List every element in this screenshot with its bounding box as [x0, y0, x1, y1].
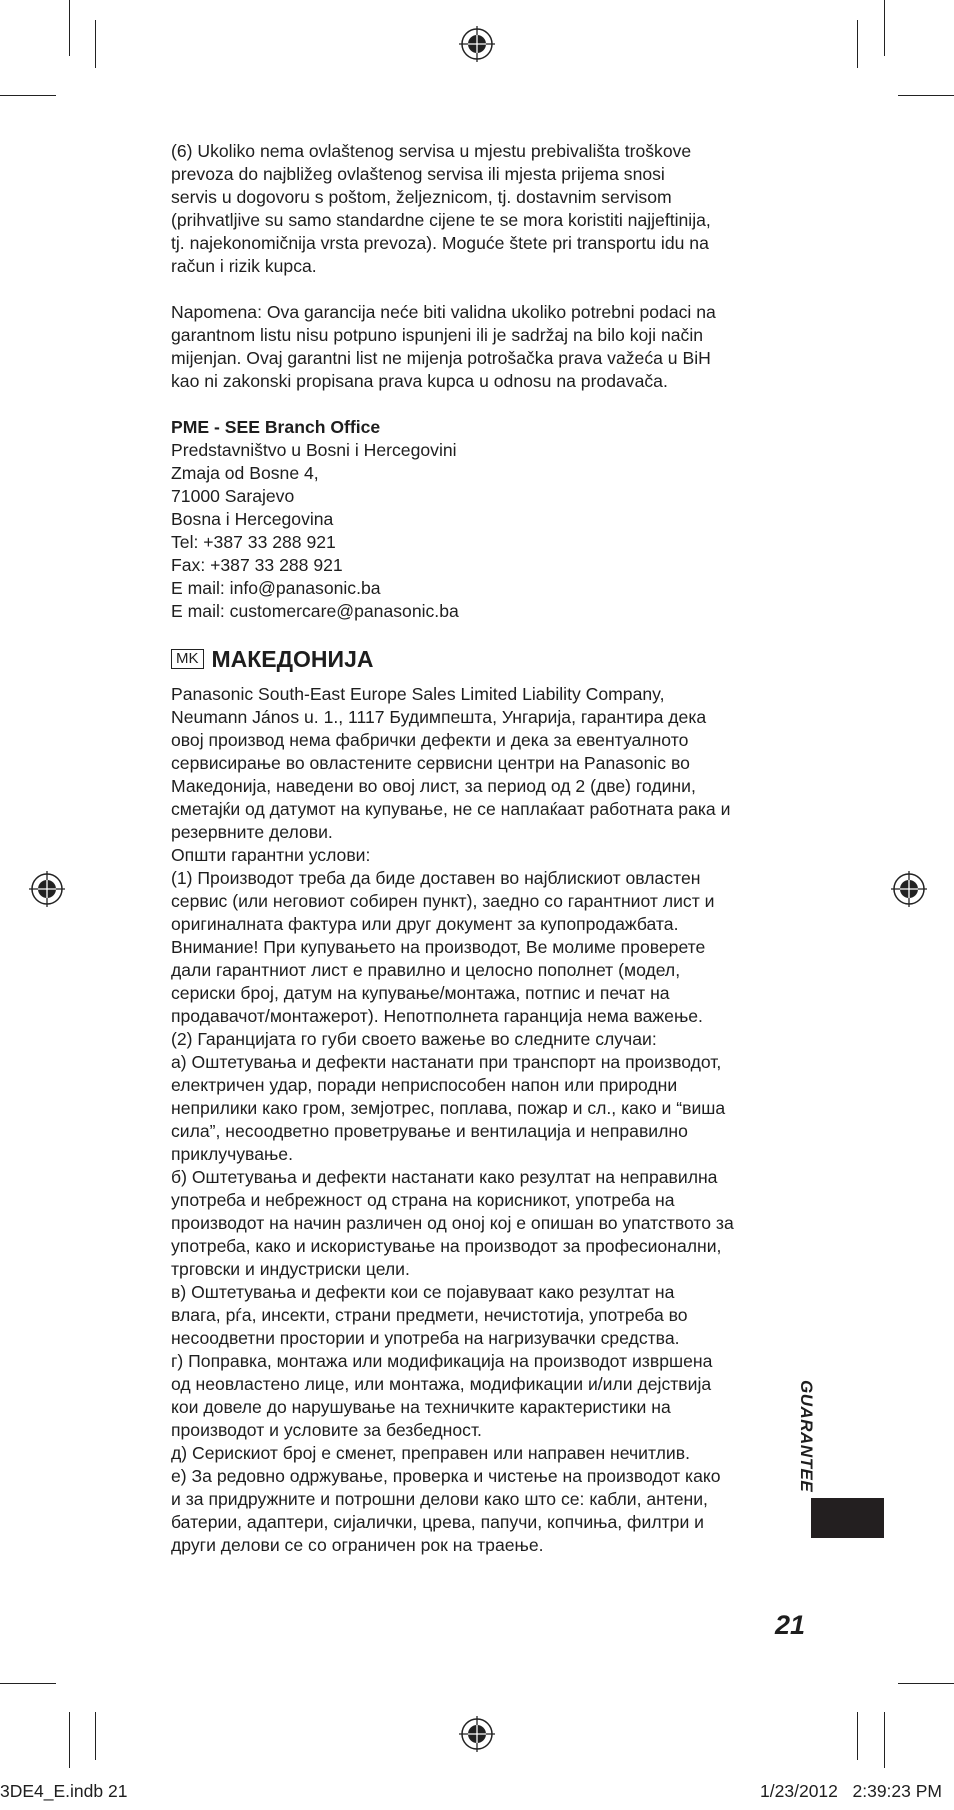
side-tab-marker	[811, 1498, 884, 1538]
text-line: (prihvatljive su samo standardne cijene te se mora koristiti najjeftinija,	[171, 210, 711, 230]
text-line: е) За редовно одржување, проверка и чистење на производот како	[171, 1466, 721, 1486]
text-line: prevoza do najbližeg ovlaštenog servisa ili mjesta prijema snosi	[171, 164, 665, 184]
crop-mark	[898, 1683, 954, 1684]
country-code-badge: MK	[171, 649, 204, 669]
crop-mark	[857, 20, 858, 68]
text-line: Napomena: Ova garancija neće biti validna ukoliko potrebni podaci na	[171, 302, 716, 322]
fax-line: Fax: +387 33 288 921	[171, 555, 343, 575]
text-line: Внимание! При купувањето на производот, Ве молиме проверете	[171, 937, 706, 957]
crop-mark	[898, 95, 954, 96]
text-line: Македонија, наведени во овој лист, за период од 2 (две) години,	[171, 776, 696, 796]
text-line: garantnom listu nisu potpuno ispunjeni ili je sadržaj na bilo koji način	[171, 325, 704, 345]
text-line: трговски и индустриски цели.	[171, 1259, 410, 1279]
crop-mark	[69, 0, 70, 56]
text-line: батерии, адаптери, сијалички, црева, папучи, копчиња, филтри и	[171, 1512, 704, 1532]
crop-mark	[857, 1712, 858, 1760]
text-line: други делови се со ограничен рок на траење.	[171, 1535, 544, 1555]
crop-mark	[0, 95, 56, 96]
text-line: (6) Ukoliko nema ovlaštenog servisa u mjestu prebivališta troškove	[171, 141, 692, 161]
text-line: Panasonic South-East Europe Sales Limited Liability Company,	[171, 684, 665, 704]
text-line: сметајќи од датумот на купување, не се наплаќаат работната рака и	[171, 799, 731, 819]
text-line: неприлики како гром, земјотрес, поплава, пожар и сл., како и “виша	[171, 1098, 726, 1118]
side-tab-text: GUARANTEE	[797, 1380, 816, 1493]
text-line: servis u dogovoru s poštom, željeznicom, tj. dostavnim servisom	[171, 187, 672, 207]
registration-target-icon	[889, 869, 929, 909]
crop-mark	[884, 0, 885, 56]
registration-target-icon	[27, 869, 67, 909]
crop-mark	[0, 1683, 56, 1684]
section-heading	[171, 645, 811, 673]
crop-mark	[69, 1712, 70, 1768]
note-paragraph	[171, 301, 811, 393]
text-line: електричен удар, поради неприспособен напон или природни	[171, 1075, 678, 1095]
document-body	[171, 140, 811, 1557]
text-line: Neumann János u. 1., 1117 Будимпешта, Унгарија, гарантира дека	[171, 707, 707, 727]
text-line: kao ni zakonski propisana prava kupca u odnosu na prodavača.	[171, 371, 668, 391]
text-line: сериски број, датум на купување/монтажа, потпис и печат на	[171, 983, 670, 1003]
text-line: од неовластено лице, или монтажа, модификации и/или дејствија	[171, 1374, 712, 1394]
office-address	[171, 416, 811, 623]
page-number: 21	[775, 1610, 806, 1640]
address-line: Zmaja od Bosne 4,	[171, 463, 319, 483]
crop-mark	[95, 1712, 96, 1760]
text-line: и за придружните и потрошни делови како што се: кабли, антени,	[171, 1489, 708, 1509]
registration-target-icon	[457, 1714, 497, 1754]
text-line: račun i rizik kupca.	[171, 256, 317, 276]
text-line: Општи гарантни услови:	[171, 845, 371, 865]
address-line: Predstavništvo u Bosni i Hercegovini	[171, 440, 457, 460]
text-line: г) Поправка, монтажа или модификација на производот извршена	[171, 1351, 713, 1371]
text-line: продавачот/монтажерот). Непотполнета гаранција нема важење.	[171, 1006, 703, 1026]
print-slug-file: 3DE4_E.indb 21	[0, 1781, 128, 1801]
crop-mark	[95, 20, 96, 68]
text-line: кои довеле до нарушување на техничките карактеристики на	[171, 1397, 671, 1417]
text-line: а) Оштетувања и дефекти настанати при транспорт на производот,	[171, 1052, 722, 1072]
text-line: mijenjan. Ovaj garantni list ne mijenja potrošačka prava važeća u BiH	[171, 348, 711, 368]
text-line: сила”, несоодветно проветрување и вентилација и неправилно	[171, 1121, 688, 1141]
text-line: б) Оштетувања и дефекти настанати како резултат на неправилна	[171, 1167, 718, 1187]
text-line: в) Оштетувања и дефекти кои се појавуваат како резултат на	[171, 1282, 675, 1302]
side-tab-label	[797, 1380, 848, 1500]
office-title: PME - SEE Branch Office	[171, 417, 381, 437]
email-line: E mail: customercare@panasonic.ba	[171, 601, 459, 621]
text-line: употреба и небрежност од страна на корисникот, употреба на	[171, 1190, 675, 1210]
text-line: влага, рѓа, инсекти, страни предмети, нечистотија, употреба во	[171, 1305, 688, 1325]
crop-mark	[884, 1712, 885, 1768]
text-line: производот и условите за безбедност.	[171, 1420, 482, 1440]
text-line: (2) Гаранцијата го губи своето важење во следните случаи:	[171, 1029, 657, 1049]
text-line: резервните делови.	[171, 822, 333, 842]
text-line: (1) Производот треба да биде доставен во најблискиот овластен	[171, 868, 701, 888]
text-line: д) Серискиот број е сменет, преправен или направен нечитлив.	[171, 1443, 690, 1463]
text-line: tj. najekonomičnija vrsta prevoza). Moguće štete pri transportu idu na	[171, 233, 709, 253]
address-line: 71000 Sarajevo	[171, 486, 295, 506]
text-line: несоодветни простории и употреба на нагризувачки средства.	[171, 1328, 680, 1348]
text-line: дали гарантниот лист е правилно и целосно пополнет (модел,	[171, 960, 681, 980]
text-line: сервис (или неговиот собирен пункт), заедно со гарантниот лист и	[171, 891, 715, 911]
text-line: овој производ нема фабрички дефекти и дека за евентуалното	[171, 730, 689, 750]
text-line: сервисирање во овластените сервисни центри на Panasonic во	[171, 753, 690, 773]
text-line: употреба, како и искористување на производот за професионални,	[171, 1236, 722, 1256]
section-title: МАКЕДОНИЈА	[211, 646, 374, 672]
text-line: производот на начин различен од оној кој е опишан во упатството за	[171, 1213, 734, 1233]
intro-paragraph	[171, 140, 811, 278]
print-slug-date: 1/23/2012 2:39:23 PM	[760, 1781, 942, 1801]
address-line: Bosna i Hercegovina	[171, 509, 334, 529]
macedonia-guarantee-text	[171, 683, 811, 1557]
text-line: приклучување.	[171, 1144, 293, 1164]
text-line: оригиналната фактура или друг документ за купопродажбата.	[171, 914, 679, 934]
registration-target-icon	[457, 24, 497, 64]
email-line: E mail: info@panasonic.ba	[171, 578, 381, 598]
phone-line: Tel: +387 33 288 921	[171, 532, 336, 552]
